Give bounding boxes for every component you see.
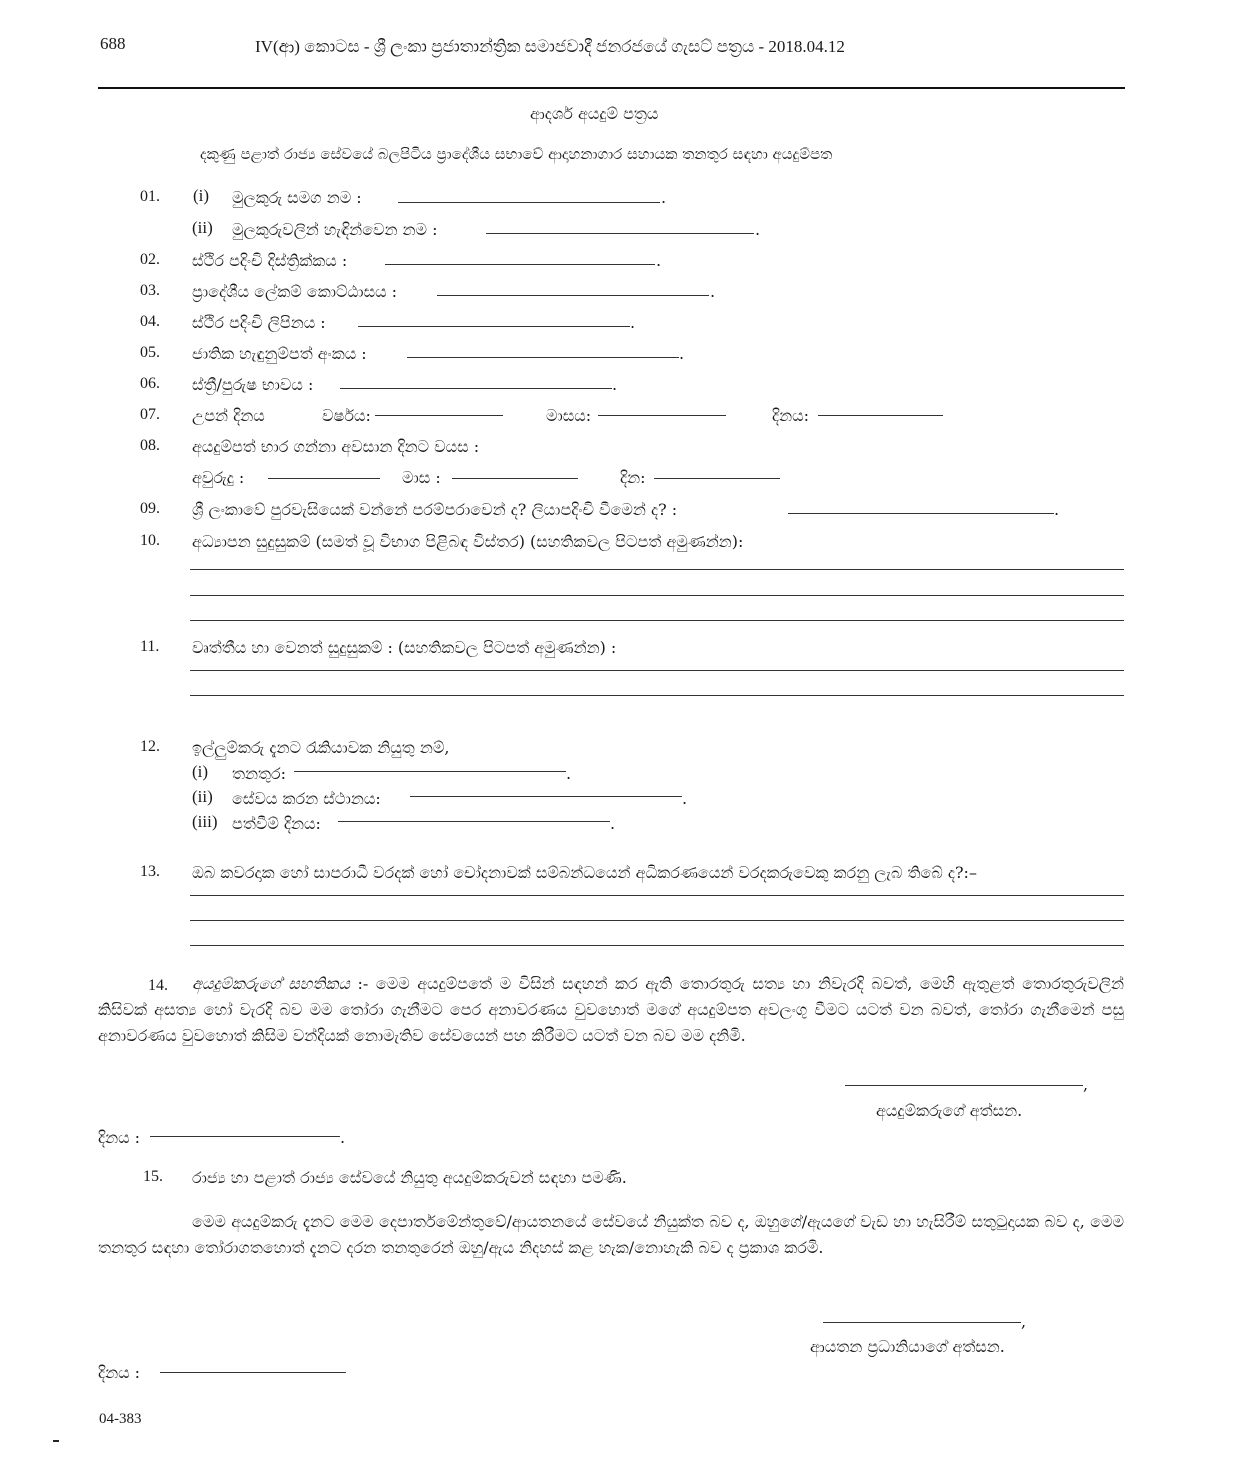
- roman-numeral: (iii): [192, 812, 218, 831]
- age-days-field[interactable]: [654, 478, 780, 479]
- label-divisional-secretariat: ප්‍රාදේශීය ලේකම් කොට්ඨාසය :: [192, 282, 398, 301]
- label-professional-qualifications: වෘත්තීය හා වෙනත් සුදුසුකම් : (සහතිකවල පිටපත් අමුණන්න) :: [192, 638, 617, 657]
- label-name-denoted-by-initials: මුලකුරුවලින් හැඳින්වෙන නම :: [232, 220, 438, 239]
- footer-code: 04-383: [99, 1411, 142, 1427]
- item-number: 13.: [140, 863, 160, 880]
- label-applicant-date: දිනය :: [98, 1128, 141, 1147]
- dob-year-field[interactable]: [375, 415, 503, 416]
- label-dob-year: වර්ෂය:: [322, 406, 371, 425]
- label-citizenship: ශ්‍රී ලංකාවේ පුරවැසියෙක් වන්නේ පරම්පරාවෙන් ද? ලියාපදිංචි වීමෙන් ද? :: [192, 500, 678, 519]
- roman-numeral: (ii): [192, 218, 213, 237]
- item-number: 10.: [140, 532, 160, 549]
- label-gender: ස්ත්‍රී/පුරුෂ භාවය :: [192, 375, 314, 394]
- gender-field[interactable]: [340, 388, 612, 389]
- label-head-date: දිනය :: [98, 1363, 141, 1382]
- item-number: 11.: [140, 638, 160, 655]
- item-number: 07.: [140, 406, 160, 423]
- education-line-3[interactable]: [190, 620, 1124, 621]
- label-appointment-date: පත්වීම් දිනය:: [232, 814, 321, 833]
- dob-day-field[interactable]: [818, 415, 943, 416]
- label-permanent-district: ස්ථිර පදිංචි දිස්ත්‍රික්කය :: [192, 251, 348, 270]
- label-public-service-only: රාජ්‍ය හා පළාත් රාජ්‍ය සේවයේ නියුතු අයදුම්කරුවන් සඳහා පමණි.: [192, 1168, 627, 1187]
- page-number: 688: [100, 34, 126, 53]
- label-current-employment: ඉල්ලුම්කරු දැනට රැකියාවක නියුතු නම්,: [192, 738, 450, 757]
- age-years-field[interactable]: [268, 478, 380, 479]
- label-place-of-work: සේවය කරන ස්ථානය:: [232, 789, 381, 808]
- item-number: 06.: [140, 375, 160, 392]
- item-number: 03.: [140, 282, 160, 299]
- label-education: අධ්‍යාපන සුදුසුකම් (සමත් වූ විභාග පිළිබඳ විස්තර) (සහතිකවල පිටපත් අමුණන්න):: [192, 532, 744, 551]
- applicant-signature-line[interactable]: [845, 1085, 1083, 1086]
- head-signature-line[interactable]: [823, 1322, 1021, 1323]
- label-permanent-address: ස්ථිර පදිංචි ලිපිනය :: [192, 313, 326, 332]
- divisional-secretariat-field[interactable]: [437, 295, 709, 296]
- item-number: 04.: [140, 313, 160, 330]
- form-subtitle: දකුණු පළාත් රාජ්‍ය සේවයේ බලපිටිය ප්‍රාදේශීය සභාවේ ආදාහනාගාර සහායක තනතුර සඳහා අයදුම්පත: [200, 145, 833, 163]
- nic-number-field[interactable]: [407, 357, 679, 358]
- roman-numeral: (i): [192, 762, 209, 781]
- item-number: 08.: [140, 437, 160, 454]
- education-line-2[interactable]: [190, 595, 1124, 596]
- head-signature-label: ආයතන ප්‍රධානියාගේ අත්සන.: [810, 1337, 1005, 1356]
- professional-line-2[interactable]: [190, 695, 1124, 696]
- applicant-date-field[interactable]: [150, 1136, 340, 1137]
- name-with-initials-field[interactable]: [398, 202, 660, 203]
- permanent-address-field[interactable]: [358, 326, 630, 327]
- name-denoted-by-initials-field[interactable]: [486, 233, 754, 234]
- item-number: 05.: [140, 344, 160, 361]
- roman-numeral: (i): [193, 186, 210, 205]
- applicant-signature-label: අයදුම්කරුගේ අත්සන.: [876, 1101, 1023, 1120]
- margin-mark: [53, 1440, 59, 1442]
- label-convictions: ඔබ කවරදාක හෝ සාපරාධී වරදක් හෝ චෝදනාවක් සම්බන්ධයෙන් අධිකරණයෙන් වරදකරුවෙකු කරනු ලැබ තිබේ ද?:–: [192, 863, 977, 882]
- label-dob-month: මාසය:: [546, 406, 592, 425]
- item-number: 15.: [143, 1168, 163, 1185]
- applicant-certificate-text: :- මෙම අයදුම්පතේ ම විසින් සඳහන් කර ඇති තොරතුරු සත්‍ය හා නිවැරදි බවත්, මෙහි ඇතුළත් තොරතුරුවලින් කිසිවක් අසත්‍ය හෝ වැරදි බව මම තෝරා ගැනීමට පෙර අනාවරණය වුවහොත් මගේ අයදුම්පත අවලංගු වීමට යටත් වන බවත්, තෝරා ගැනීමෙන් පසු අනාවරණය වුවහොත් කිසිම වන්දියක් නොමැතිව සේවයෙන් පහ කිරීමට යටත් වන බව මම දනිමි.: [98, 974, 1125, 1045]
- item-number: 12.: [140, 738, 160, 755]
- running-title: IV(ආ) කොටස - ශ්‍රී ලංකා ප්‍රජාතාන්ත්‍රික සමාජවාදී ජනරජයේ ගැසට් පත්‍රය - 2018.04.12: [255, 37, 845, 56]
- roman-numeral: (ii): [192, 787, 213, 806]
- education-line-1[interactable]: [190, 569, 1124, 570]
- professional-line-1[interactable]: [190, 670, 1124, 671]
- permanent-district-field[interactable]: [385, 264, 655, 265]
- header-rule: [98, 87, 1125, 89]
- convictions-line-3[interactable]: [190, 945, 1124, 946]
- post-field[interactable]: [294, 771, 566, 772]
- label-name-with-initials: මුලකුරු සමග නම :: [232, 188, 362, 207]
- item-number: 14.: [148, 977, 168, 994]
- label-age-months: මාස :: [402, 468, 441, 487]
- applicant-certificate-heading: අයදුම්කරුගේ සහතිකය: [192, 974, 350, 993]
- label-age-years: අවුරුදු :: [192, 468, 245, 487]
- label-age-days: දින:: [620, 468, 646, 487]
- item-number: 02.: [140, 251, 160, 268]
- head-of-institution-paragraph: මෙම අයදුම්කරු දැනට මෙම දෙපාර්තමේන්තුවේ/ආයතනයේ සේවයේ නියුක්ත බව ද, ඔහුගේ/ඇයගේ වැඩ හා හැසිරීම් සතුටුදායක බව ද, මෙම තනතුර සඳහා තෝරාගතහොත් දැනට දරන තනතුරෙන් ඔහු/ඇය නිදහස් කළ හැක/නොහැකි බව ද ප්‍රකාශ කරමි.: [98, 1212, 1124, 1257]
- place-of-work-field[interactable]: [410, 796, 682, 797]
- applicant-certificate-paragraph: [98, 971, 1124, 1049]
- form-title: ආදර්ශ අයදුම් පත්‍රය: [530, 104, 659, 123]
- item-number: 01.: [140, 188, 160, 205]
- label-nic-number: ජාතික හැඳුනුම්පත් අංකය :: [192, 344, 367, 363]
- label-post: තනතුර:: [232, 764, 287, 783]
- label-dob-day: දිනය:: [772, 406, 809, 425]
- convictions-line-2[interactable]: [190, 920, 1124, 921]
- age-months-field[interactable]: [452, 478, 578, 479]
- citizenship-field[interactable]: [788, 513, 1054, 514]
- label-date-of-birth: උපන් දිනය: [192, 406, 265, 425]
- head-date-field[interactable]: [160, 1372, 346, 1373]
- convictions-line-1[interactable]: [190, 895, 1124, 896]
- item-number: 09.: [140, 500, 160, 517]
- dob-month-field[interactable]: [598, 415, 726, 416]
- label-age-at-closing-date: අයදුම්පත් භාර ගන්නා අවසාන දිනට වයස :: [192, 437, 480, 456]
- appointment-date-field[interactable]: [338, 821, 610, 822]
